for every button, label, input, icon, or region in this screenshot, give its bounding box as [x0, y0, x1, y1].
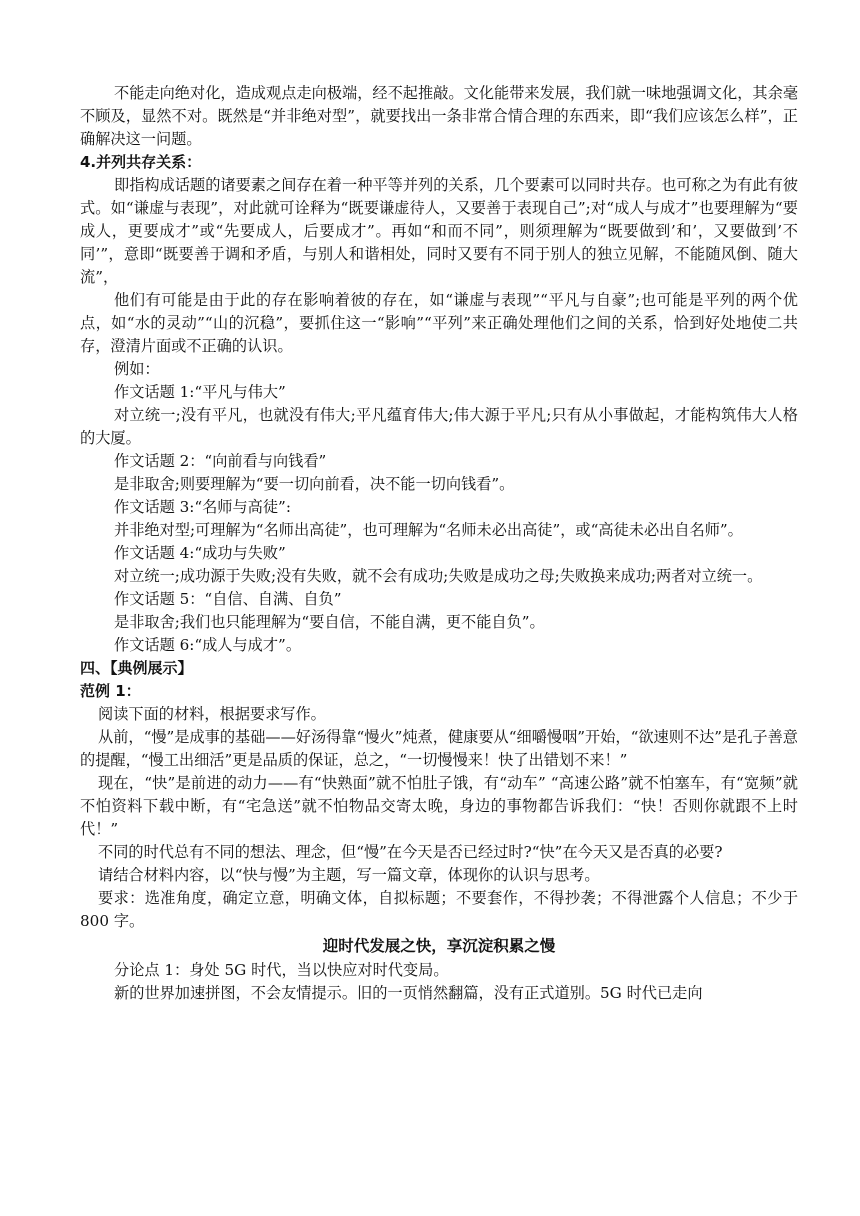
topic-line: 作文话题 2：“向前看与向钱看”	[114, 452, 327, 470]
paragraph: 对立统一;成功源于失败;没有失败，就不会有成功;失败是成功之母;失败换来成功;两者对立统一。	[114, 567, 763, 585]
paragraph: 并非绝对型;可理解为“名师出高徒”，也可理解为“名师未必出高徒”，或“高徒未必出自名师”。	[114, 521, 743, 539]
paragraph: 现在，“快”是前进的动力——有“快熟面”就不怕肚子饿，有“动车” “高速公路”就不怕塞车，有“宽频”就不怕资料下载中断，有“宅急送”就不怕物品交寄太晚，身边的事物都告诉我们：“快！否则你就跟不上时代！”	[80, 774, 798, 838]
paragraph: 例如：	[114, 360, 160, 378]
section-heading: 4.并列共存关系：	[80, 153, 202, 171]
paragraph: 要求：选准角度，确定立意，明确文体，自拟标题；不要套作，不得抄袭；不得泄露个人信息；不少于 800 字。	[80, 889, 798, 930]
essay-title: 迎时代发展之快，享沉淀积累之慢	[322, 937, 556, 955]
paragraph: 是非取舍;则要理解为“要一切向前看，决不能一切向钱看”。	[114, 475, 515, 493]
paragraph: 不能走向绝对化，造成观点走向极端，经不起推敲。文化能带来发展，我们就一味地强调文化，其余毫不顾及，显然不对。既然是“并非绝对型”，就要找出一条非常合情合理的东西来，即“我们应该怎么样”，正确解决这一问题。	[80, 84, 798, 148]
topic-line: 作文话题 4:“成功与失败”	[114, 544, 286, 562]
paragraph: 请结合材料内容，以“快与慢”为主题，写一篇文章，体现你的认识与思考。	[98, 866, 600, 884]
paragraph: 新的世界加速拼图，不会友情提示。旧的一页悄然翻篇，没有正式道别。5G 时代已走向	[114, 984, 703, 1002]
topic-line: 作文话题 1:“平凡与伟大”	[114, 383, 286, 401]
section-heading: 四、【典例展示】	[80, 659, 193, 677]
paragraph: 是非取舍;我们也只能理解为“要自信，不能自满，更不能自负”。	[114, 613, 545, 631]
example-heading: 范例 1：	[80, 682, 141, 700]
paragraph: 即指构成话题的诸要素之间存在着一种平等并列的关系，几个要素可以同时共存。也可称之为有此有彼式。如“谦虚与表现”，对此就可诠释为“既要谦虚待人，又要善于表现自己”;对“成人与成才”也要理解为“要成人，更要成才”或“先要成人，后要成才”。再如“和而不同”，则须理解为“既要做到’和’，又要做到’不同’”，意即“既要善于调和矛盾，与别人和谐相处，同时又要有不同于别人的独立见解，不能随风倒、随大流”，	[80, 176, 798, 286]
paragraph: 阅读下面的材料，根据要求写作。	[98, 705, 326, 723]
paragraph: 不同的时代总有不同的想法、理念，但“慢”在今天是否已经过时?“快”在今天又是否真的必要?	[98, 843, 723, 861]
topic-line: 作文话题 3:“名师与高徒”:	[114, 498, 291, 516]
paragraph: 从前，“慢”是成事的基础——好汤得靠“慢火”炖煮，健康要从“细嚼慢咽”开始，“欲速则不达”是孔子善意的提醒，“慢工出细活”更是品质的保证，总之，“一切慢慢来！快了出错划不来！”	[80, 728, 798, 769]
paragraph: 他们有可能是由于此的存在影响着彼的存在，如“谦虚与表现”“平凡与自豪”;也可能是平列的两个优点，如“水的灵动”“山的沉稳”，要抓住这一“影响”“平列”来正确处理他们之间的关系，恰到好处地使二共存，澄清片面或不正确的认识。	[80, 291, 798, 355]
paragraph: 分论点 1：身处 5G 时代，当以快应对时代变局。	[114, 961, 449, 979]
topic-line: 作文话题 5：“自信、自满、自负”	[114, 590, 342, 608]
topic-line: 作文话题 6:“成人与成才”。	[114, 636, 302, 654]
paragraph: 对立统一;没有平凡，也就没有伟大;平凡蕴育伟大;伟大源于平凡;只有从小事做起，才能构筑伟大人格的大厦。	[80, 406, 798, 447]
